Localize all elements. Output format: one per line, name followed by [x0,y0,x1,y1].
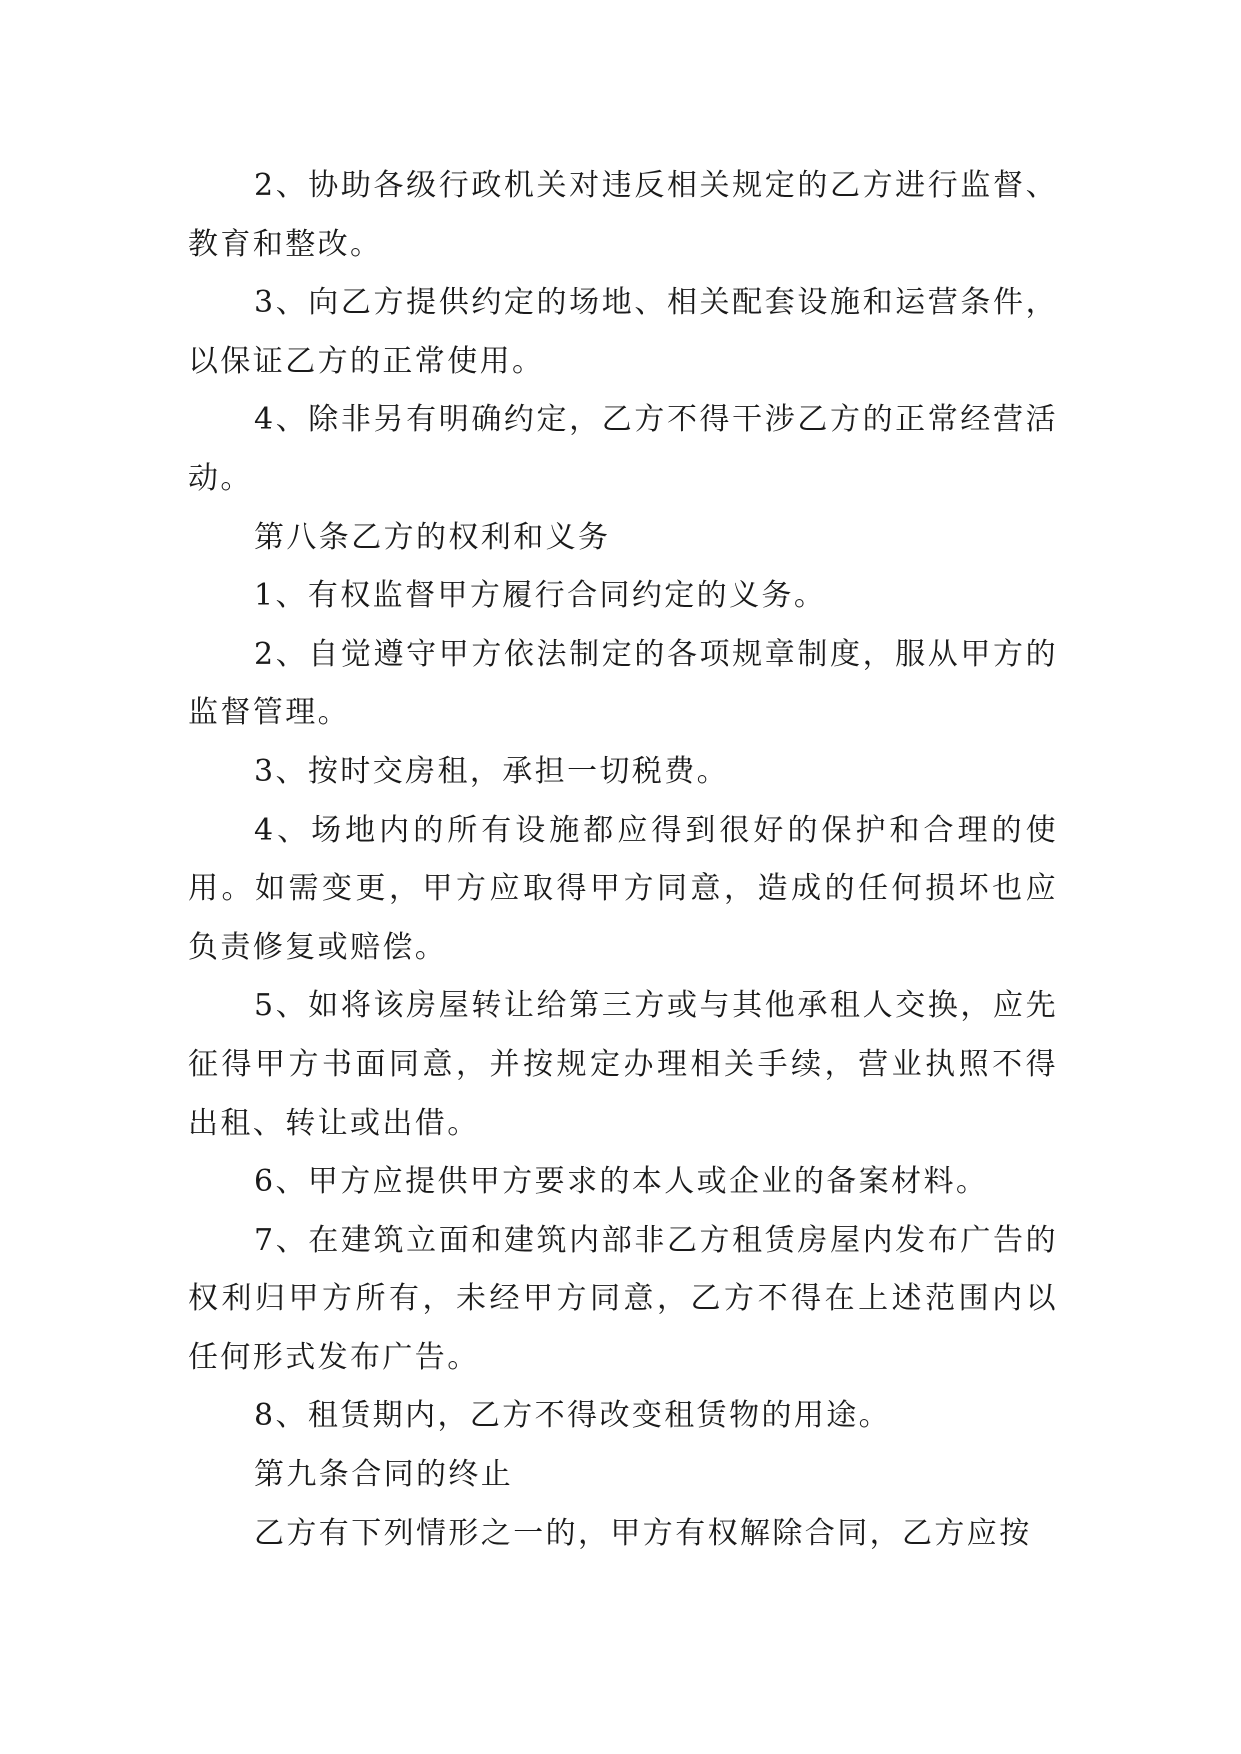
paragraph-party-b-item-1: 1、有权监督甲方履行合同约定的义务。 [254,578,827,614]
paragraph-party-b-item-8: 8、租赁期内，乙方不得改变租赁物的用途。 [254,1398,892,1434]
paragraph-clause-2: 2、协助各级行政机关对违反相关规定的乙方进行监督、教育和整改。 [188,168,1058,262]
section-heading-article-9: 第九条合同的终止 [254,1457,514,1493]
document-body [188,157,1058,1563]
paragraph-party-b-item-4: 4、场地内的所有设施都应得到很好的保护和合理的使用。如需变更，甲方应取得甲方同意，造成的任何损坏也应负责修复或赔偿。 [188,812,1058,965]
paragraph-clause-3: 3、向乙方提供约定的场地、相关配套设施和运营条件，以保证乙方的正常使用。 [188,285,1058,379]
paragraph-clause-4: 4、除非另有明确约定，乙方不得干涉乙方的正常经营活动。 [188,402,1058,496]
paragraph-party-b-item-7: 7、在建筑立面和建筑内部非乙方租赁房屋内发布广告的权利归甲方所有，未经甲方同意，乙方不得在上述范围内以任何形式发布广告。 [188,1222,1058,1375]
section-heading-article-8: 第八条乙方的权利和义务 [254,519,611,555]
paragraph-party-b-item-2: 2、自觉遵守甲方依法制定的各项规章制度，服从甲方的监督管理。 [188,636,1058,731]
paragraph-party-b-item-5: 5、如将该房屋转让给第三方或与其他承租人交换，应先征得甲方书面同意，并按规定办理相关手续，营业执照不得出租、转让或出借。 [188,988,1058,1141]
paragraph-party-b-item-3: 3、按时交房租，承担一切税费。 [254,753,730,789]
paragraph-termination-intro: 乙方有下列情形之一的，甲方有权解除合同，乙方应按 [254,1515,1032,1551]
paragraph-party-b-item-6: 6、甲方应提供甲方要求的本人或企业的备案材料。 [254,1164,989,1200]
